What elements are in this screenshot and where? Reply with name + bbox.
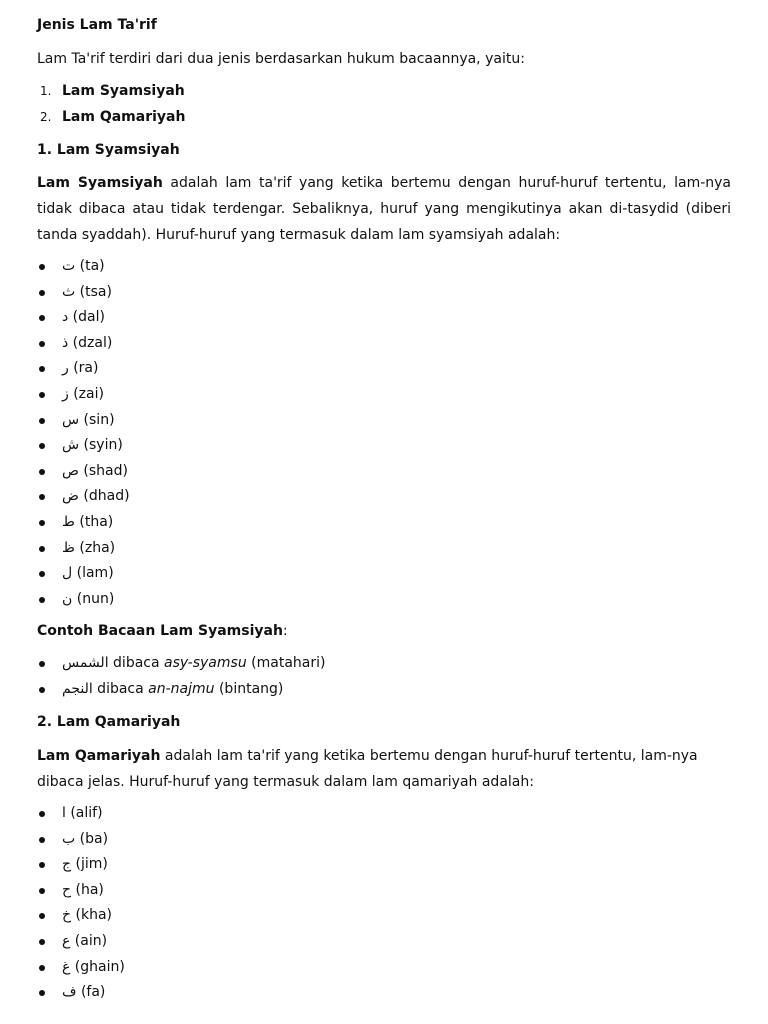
qamariyah-letter-item	[37, 980, 731, 1006]
arabic-letter: ط	[62, 513, 75, 530]
arabic-letter: ل	[62, 565, 73, 582]
letter-name: (ain)	[70, 932, 108, 949]
qamariyah-letter-list	[37, 801, 731, 1006]
syamsiyah-letter-item	[37, 510, 731, 536]
syamsiyah-letter-item	[37, 280, 731, 306]
letter-name: (tsa)	[75, 283, 112, 300]
qamariyah-letter-item	[37, 827, 731, 853]
example-connector: dibaca	[92, 680, 149, 697]
syamsiyah-letter-item	[37, 536, 731, 562]
intro-paragraph: Lam Ta'rif terdiri dari dua jenis berdasarkan hukum bacaannya, yaitu:	[37, 51, 525, 67]
qamariyah-letter-item	[37, 878, 731, 904]
syamsiyah-description: adalah lam ta'rif yang ketika bertemu dengan huruf-huruf tertentu, lam-nya tidak dibaca atau tidak terdengar. Sebaliknya, huruf yang mengikutinya akan di-tasydid (diberi tanda syaddah). Huruf-huruf yang termasuk dalam lam syamsiyah adalah:	[37, 175, 732, 243]
arabic-letter: ح	[62, 881, 72, 898]
qamariyah-heading: 2. Lam Qamariyah	[37, 714, 181, 730]
arabic-letter: س	[62, 411, 80, 428]
syamsiyah-example-heading	[37, 622, 288, 642]
letter-name: (alif)	[65, 805, 103, 821]
example-item	[37, 651, 731, 677]
letter-name: (fa)	[76, 984, 106, 1001]
type-label: Lam Syamsiyah	[62, 83, 185, 99]
letter-name: (ta)	[75, 258, 105, 274]
document-heading: Jenis Lam Ta'rif	[37, 17, 157, 33]
example-item	[37, 677, 731, 703]
transliteration: an-najmu	[148, 680, 215, 697]
qamariyah-letter-item	[37, 852, 731, 878]
arabic-word: النجم	[62, 680, 93, 697]
letter-name: (tha)	[74, 513, 114, 530]
qamariyah-letter-item	[37, 929, 731, 955]
syamsiyah-letter-list	[37, 254, 731, 612]
letter-name: (nun)	[72, 590, 115, 607]
syamsiyah-letter-item	[37, 382, 731, 408]
syamsiyah-letter-item	[37, 408, 731, 434]
arabic-letter: ن	[62, 590, 73, 607]
arabic-letter: ض	[62, 488, 79, 505]
letter-name: (dal)	[68, 309, 105, 326]
syamsiyah-letter-item	[37, 356, 731, 382]
types-list-item	[37, 105, 731, 131]
types-list-item	[37, 79, 731, 105]
arabic-letter: ش	[62, 437, 80, 454]
arabic-word: الشمس	[62, 655, 109, 671]
list-number: 1.	[40, 84, 52, 98]
arabic-letter: ت	[62, 258, 76, 274]
letter-name: (ra)	[68, 360, 99, 377]
letter-name: (shad)	[78, 462, 128, 479]
meaning: (bintang)	[214, 680, 284, 697]
arabic-letter: ف	[62, 984, 77, 1001]
qamariyah-term: Lam Qamariyah	[37, 748, 161, 764]
syamsiyah-letter-item	[37, 484, 731, 510]
example-heading-label: Contoh Bacaan Lam Syamsiyah	[37, 623, 283, 639]
arabic-letter: ذ	[62, 334, 69, 351]
syamsiyah-example-list	[37, 651, 731, 702]
qamariyah-letter-item	[37, 955, 731, 981]
letter-name: (ha)	[71, 881, 104, 898]
arabic-letter: ظ	[62, 539, 75, 556]
syamsiyah-letter-item	[37, 587, 731, 613]
arabic-letter: ص	[62, 462, 79, 479]
syamsiyah-letter-item	[37, 433, 731, 459]
qamariyah-letter-item	[37, 903, 731, 929]
syamsiyah-letter-item	[37, 459, 731, 485]
syamsiyah-letter-item	[37, 331, 731, 357]
syamsiyah-letter-item	[37, 561, 731, 587]
qamariyah-description: adalah lam ta'rif yang ketika bertemu dengan huruf-huruf tertentu, lam-nya dibaca jelas. Huruf-huruf yang termasuk dalam lam qamariyah adalah:	[37, 748, 698, 790]
letter-name: (syin)	[79, 437, 123, 454]
example-heading-colon: :	[282, 623, 288, 639]
arabic-letter: خ	[62, 907, 72, 924]
qamariyah-paragraph	[37, 743, 731, 795]
syamsiyah-heading: 1. Lam Syamsiyah	[37, 142, 180, 158]
meaning: (matahari)	[246, 655, 326, 671]
letter-name: (ghain)	[70, 958, 125, 975]
letter-name: (jim)	[71, 856, 108, 873]
arabic-letter: ب	[62, 830, 76, 847]
list-number: 2.	[40, 109, 52, 124]
arabic-letter: ا	[62, 805, 66, 821]
letter-name: (ba)	[75, 830, 109, 847]
letter-name: (kha)	[71, 907, 112, 924]
arabic-letter: غ	[62, 958, 71, 975]
letter-name: (zai)	[68, 385, 104, 402]
arabic-letter: ث	[62, 283, 76, 300]
types-list	[37, 79, 731, 130]
arabic-letter: د	[62, 309, 69, 326]
arabic-letter: ر	[62, 360, 69, 377]
letter-name: (dzal)	[68, 334, 113, 351]
syamsiyah-letter-item	[37, 254, 731, 280]
letter-name: (zha)	[74, 539, 116, 556]
transliteration: asy-syamsu	[164, 655, 247, 671]
syamsiyah-term: Lam Syamsiyah	[37, 175, 163, 191]
type-label: Lam Qamariyah	[62, 108, 186, 125]
arabic-letter: ج	[62, 856, 72, 873]
arabic-letter: ز	[62, 385, 69, 402]
example-connector: dibaca	[108, 655, 165, 671]
syamsiyah-paragraph	[37, 170, 731, 248]
letter-name: (lam)	[72, 565, 114, 582]
letter-name: (sin)	[79, 411, 115, 428]
syamsiyah-letter-item	[37, 305, 731, 331]
qamariyah-letter-item	[37, 801, 731, 827]
arabic-letter: ع	[62, 932, 71, 949]
letter-name: (dhad)	[78, 488, 130, 505]
